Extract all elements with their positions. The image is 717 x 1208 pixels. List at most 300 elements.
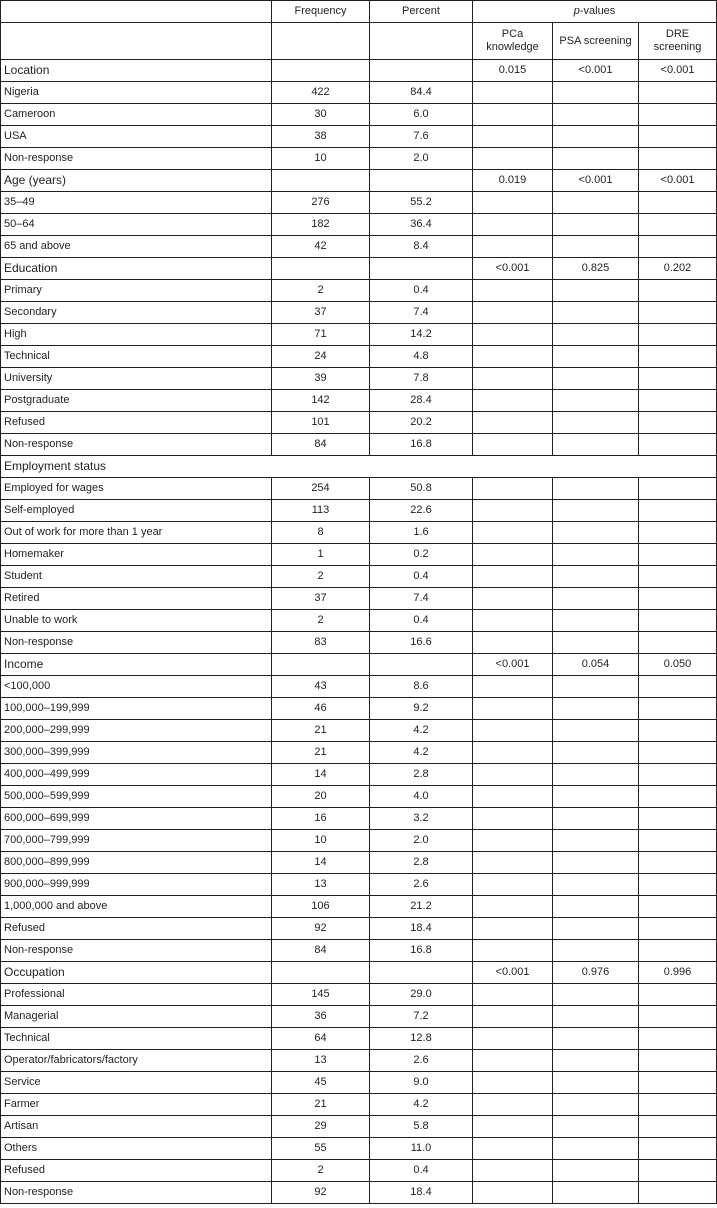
row-label: Retired	[1, 588, 272, 610]
row-frequency: 10	[272, 830, 370, 852]
row-frequency: 14	[272, 852, 370, 874]
row-p-psa-empty	[553, 720, 639, 742]
row-p-psa-empty	[553, 786, 639, 808]
row-percent: 5.8	[370, 1116, 473, 1138]
row-frequency: 84	[272, 434, 370, 456]
row-p-psa-empty	[553, 390, 639, 412]
section-label: Employment status	[1, 456, 717, 478]
table-row	[1, 940, 717, 962]
row-label: 300,000–399,999	[1, 742, 272, 764]
row-percent: 0.2	[370, 544, 473, 566]
row-frequency: 14	[272, 764, 370, 786]
row-frequency: 37	[272, 588, 370, 610]
table-row	[1, 412, 717, 434]
row-p-pca-empty	[473, 104, 553, 126]
row-label: 900,000–999,999	[1, 874, 272, 896]
row-p-pca-empty	[473, 1182, 553, 1204]
row-p-dre-empty	[639, 1028, 717, 1050]
row-p-psa-empty	[553, 214, 639, 236]
section-frequency-empty	[272, 170, 370, 192]
row-p-psa-empty	[553, 566, 639, 588]
table-row	[1, 104, 717, 126]
row-p-dre-empty	[639, 214, 717, 236]
row-percent: 2.6	[370, 1050, 473, 1072]
row-percent: 8.6	[370, 676, 473, 698]
row-frequency: 45	[272, 1072, 370, 1094]
table-row	[1, 148, 717, 170]
row-percent: 7.8	[370, 368, 473, 390]
row-p-pca-empty	[473, 588, 553, 610]
row-p-dre-empty	[639, 676, 717, 698]
row-label: Postgraduate	[1, 390, 272, 412]
row-p-dre-empty	[639, 390, 717, 412]
row-p-pca-empty	[473, 346, 553, 368]
row-frequency: 254	[272, 478, 370, 500]
row-percent: 7.6	[370, 126, 473, 148]
row-percent: 1.6	[370, 522, 473, 544]
row-frequency: 422	[272, 82, 370, 104]
row-p-dre-empty	[639, 478, 717, 500]
table-row	[1, 390, 717, 412]
table-row	[1, 698, 717, 720]
header-pca-knowledge: PCa knowledge	[473, 23, 553, 60]
row-percent: 18.4	[370, 918, 473, 940]
row-label: Secondary	[1, 302, 272, 324]
row-frequency: 24	[272, 346, 370, 368]
row-label: Unable to work	[1, 610, 272, 632]
row-frequency: 2	[272, 566, 370, 588]
table-row	[1, 830, 717, 852]
row-p-pca-empty	[473, 896, 553, 918]
row-p-psa-empty	[553, 918, 639, 940]
table-row	[1, 896, 717, 918]
row-p-pca-empty	[473, 324, 553, 346]
section-label: Income	[1, 654, 272, 676]
row-label: Professional	[1, 984, 272, 1006]
row-percent: 7.4	[370, 588, 473, 610]
row-p-dre-empty	[639, 698, 717, 720]
section-p-pca: <0.001	[473, 962, 553, 984]
row-p-psa-empty	[553, 698, 639, 720]
row-p-dre-empty	[639, 1138, 717, 1160]
table-row	[1, 918, 717, 940]
row-label: Refused	[1, 412, 272, 434]
row-p-pca-empty	[473, 610, 553, 632]
header-pvalues-suffix: -values	[579, 5, 616, 17]
row-p-psa-empty	[553, 940, 639, 962]
row-p-dre-empty	[639, 1182, 717, 1204]
table-row	[1, 434, 717, 456]
row-frequency: 92	[272, 1182, 370, 1204]
row-p-dre-empty	[639, 126, 717, 148]
row-p-psa-empty	[553, 192, 639, 214]
row-p-psa-empty	[553, 808, 639, 830]
table-row	[1, 324, 717, 346]
table-row	[1, 874, 717, 896]
row-p-pca-empty	[473, 302, 553, 324]
row-label: Operator/fabricators/factory	[1, 1050, 272, 1072]
section-p-pca: <0.001	[473, 654, 553, 676]
row-label: 100,000–199,999	[1, 698, 272, 720]
row-percent: 22.6	[370, 500, 473, 522]
row-percent: 4.0	[370, 786, 473, 808]
table-row	[1, 676, 717, 698]
row-p-psa-empty	[553, 610, 639, 632]
row-frequency: 84	[272, 940, 370, 962]
section-row	[1, 962, 717, 984]
row-p-dre-empty	[639, 720, 717, 742]
section-p-dre: 0.996	[639, 962, 717, 984]
row-p-pca-empty	[473, 940, 553, 962]
table-row	[1, 588, 717, 610]
row-label: 65 and above	[1, 236, 272, 258]
row-percent: 50.8	[370, 478, 473, 500]
row-p-pca-empty	[473, 522, 553, 544]
section-row	[1, 654, 717, 676]
row-p-psa-empty	[553, 148, 639, 170]
table-row	[1, 1182, 717, 1204]
row-p-psa-empty	[553, 500, 639, 522]
row-p-dre-empty	[639, 302, 717, 324]
row-label: <100,000	[1, 676, 272, 698]
row-frequency: 21	[272, 1094, 370, 1116]
section-p-pca: 0.015	[473, 60, 553, 82]
row-label: Service	[1, 1072, 272, 1094]
table-row	[1, 522, 717, 544]
row-p-dre-empty	[639, 566, 717, 588]
row-percent: 4.2	[370, 742, 473, 764]
row-frequency: 29	[272, 1116, 370, 1138]
row-frequency: 8	[272, 522, 370, 544]
row-p-pca-empty	[473, 1094, 553, 1116]
row-frequency: 83	[272, 632, 370, 654]
row-percent: 20.2	[370, 412, 473, 434]
row-p-dre-empty	[639, 1050, 717, 1072]
row-p-dre-empty	[639, 764, 717, 786]
row-p-psa-empty	[553, 742, 639, 764]
table-row	[1, 368, 717, 390]
section-percent-empty	[370, 60, 473, 82]
section-percent-empty	[370, 170, 473, 192]
row-p-pca-empty	[473, 852, 553, 874]
section-frequency-empty	[272, 258, 370, 280]
table-row	[1, 1006, 717, 1028]
row-frequency: 145	[272, 984, 370, 1006]
row-percent: 2.6	[370, 874, 473, 896]
row-p-dre-empty	[639, 852, 717, 874]
row-frequency: 10	[272, 148, 370, 170]
row-percent: 16.8	[370, 940, 473, 962]
row-percent: 9.2	[370, 698, 473, 720]
section-row	[1, 258, 717, 280]
row-percent: 4.8	[370, 346, 473, 368]
row-p-dre-empty	[639, 1072, 717, 1094]
table-row	[1, 1116, 717, 1138]
section-row	[1, 456, 717, 478]
row-p-pca-empty	[473, 368, 553, 390]
header-empty	[1, 1, 272, 23]
row-p-psa-empty	[553, 434, 639, 456]
row-label: 500,000–599,999	[1, 786, 272, 808]
row-p-dre-empty	[639, 984, 717, 1006]
row-percent: 2.8	[370, 852, 473, 874]
row-percent: 28.4	[370, 390, 473, 412]
table-row	[1, 544, 717, 566]
row-label: 600,000–699,999	[1, 808, 272, 830]
row-p-psa-empty	[553, 1138, 639, 1160]
row-frequency: 71	[272, 324, 370, 346]
row-label: 700,000–799,999	[1, 830, 272, 852]
row-p-pca-empty	[473, 764, 553, 786]
row-label: Non-response	[1, 1182, 272, 1204]
row-label: Refused	[1, 918, 272, 940]
row-p-pca-empty	[473, 786, 553, 808]
row-p-psa-empty	[553, 984, 639, 1006]
row-frequency: 101	[272, 412, 370, 434]
section-p-dre: 0.202	[639, 258, 717, 280]
row-p-pca-empty	[473, 742, 553, 764]
row-label: Self-employed	[1, 500, 272, 522]
row-p-pca-empty	[473, 412, 553, 434]
row-p-psa-empty	[553, 280, 639, 302]
row-frequency: 30	[272, 104, 370, 126]
row-frequency: 2	[272, 610, 370, 632]
table-row	[1, 346, 717, 368]
row-frequency: 16	[272, 808, 370, 830]
row-percent: 8.4	[370, 236, 473, 258]
row-p-dre-empty	[639, 1006, 717, 1028]
row-p-dre-empty	[639, 830, 717, 852]
row-p-psa-empty	[553, 632, 639, 654]
row-frequency: 2	[272, 280, 370, 302]
row-p-dre-empty	[639, 588, 717, 610]
row-percent: 4.2	[370, 720, 473, 742]
table-row	[1, 236, 717, 258]
row-label: 35–49	[1, 192, 272, 214]
row-percent: 29.0	[370, 984, 473, 1006]
row-frequency: 1	[272, 544, 370, 566]
row-label: High	[1, 324, 272, 346]
row-label: Managerial	[1, 1006, 272, 1028]
row-p-pca-empty	[473, 500, 553, 522]
row-p-dre-empty	[639, 104, 717, 126]
row-p-psa-empty	[553, 104, 639, 126]
row-frequency: 55	[272, 1138, 370, 1160]
section-p-dre: 0.050	[639, 654, 717, 676]
section-row	[1, 170, 717, 192]
table-row	[1, 764, 717, 786]
row-p-dre-empty	[639, 500, 717, 522]
row-p-dre-empty	[639, 1160, 717, 1182]
row-p-pca-empty	[473, 434, 553, 456]
section-row	[1, 60, 717, 82]
row-p-psa-empty	[553, 588, 639, 610]
row-p-dre-empty	[639, 742, 717, 764]
row-label: Employed for wages	[1, 478, 272, 500]
section-p-dre: <0.001	[639, 170, 717, 192]
section-p-psa: 0.976	[553, 962, 639, 984]
row-p-psa-empty	[553, 346, 639, 368]
row-p-pca-empty	[473, 808, 553, 830]
row-percent: 55.2	[370, 192, 473, 214]
table-row	[1, 852, 717, 874]
row-p-pca-empty	[473, 126, 553, 148]
row-frequency: 13	[272, 874, 370, 896]
row-percent: 21.2	[370, 896, 473, 918]
header-empty	[1, 23, 272, 60]
table-row	[1, 984, 717, 1006]
row-p-psa-empty	[553, 126, 639, 148]
row-percent: 14.2	[370, 324, 473, 346]
table-row	[1, 808, 717, 830]
row-p-pca-empty	[473, 1072, 553, 1094]
row-p-psa-empty	[553, 82, 639, 104]
row-p-pca-empty	[473, 280, 553, 302]
row-p-dre-empty	[639, 280, 717, 302]
row-p-pca-empty	[473, 720, 553, 742]
row-label: Others	[1, 1138, 272, 1160]
table-row	[1, 632, 717, 654]
table-row	[1, 742, 717, 764]
row-p-dre-empty	[639, 874, 717, 896]
row-frequency: 92	[272, 918, 370, 940]
row-p-pca-empty	[473, 148, 553, 170]
row-p-psa-empty	[553, 852, 639, 874]
section-percent-empty	[370, 654, 473, 676]
row-percent: 84.4	[370, 82, 473, 104]
row-p-dre-empty	[639, 1094, 717, 1116]
row-percent: 4.2	[370, 1094, 473, 1116]
row-label: 800,000–899,999	[1, 852, 272, 874]
header-empty	[272, 23, 370, 60]
row-p-pca-empty	[473, 984, 553, 1006]
row-label: 50–64	[1, 214, 272, 236]
row-label: 1,000,000 and above	[1, 896, 272, 918]
row-frequency: 37	[272, 302, 370, 324]
row-frequency: 42	[272, 236, 370, 258]
row-frequency: 64	[272, 1028, 370, 1050]
table-row	[1, 720, 717, 742]
row-p-pca-empty	[473, 632, 553, 654]
row-frequency: 21	[272, 742, 370, 764]
row-frequency: 113	[272, 500, 370, 522]
row-label: Cameroon	[1, 104, 272, 126]
table-row	[1, 610, 717, 632]
row-p-dre-empty	[639, 808, 717, 830]
table-row	[1, 500, 717, 522]
row-p-pca-empty	[473, 918, 553, 940]
row-p-pca-empty	[473, 192, 553, 214]
table-row	[1, 1050, 717, 1072]
table-row	[1, 1028, 717, 1050]
row-frequency: 38	[272, 126, 370, 148]
row-p-dre-empty	[639, 544, 717, 566]
table-row	[1, 1094, 717, 1116]
row-percent: 0.4	[370, 280, 473, 302]
row-percent: 7.4	[370, 302, 473, 324]
row-p-psa-empty	[553, 1182, 639, 1204]
row-p-psa-empty	[553, 874, 639, 896]
header-frequency: Frequency	[272, 1, 370, 23]
row-p-dre-empty	[639, 346, 717, 368]
row-p-psa-empty	[553, 676, 639, 698]
section-p-psa: 0.054	[553, 654, 639, 676]
row-frequency: 182	[272, 214, 370, 236]
row-p-pca-empty	[473, 874, 553, 896]
table-row	[1, 126, 717, 148]
row-frequency: 43	[272, 676, 370, 698]
section-p-psa: 0.825	[553, 258, 639, 280]
row-label: 200,000–299,999	[1, 720, 272, 742]
row-percent: 3.2	[370, 808, 473, 830]
row-frequency: 46	[272, 698, 370, 720]
row-label: Primary	[1, 280, 272, 302]
section-p-psa: <0.001	[553, 170, 639, 192]
row-p-pca-empty	[473, 236, 553, 258]
row-label: Non-response	[1, 632, 272, 654]
section-label: Age (years)	[1, 170, 272, 192]
section-frequency-empty	[272, 60, 370, 82]
row-frequency: 13	[272, 1050, 370, 1072]
row-label: Farmer	[1, 1094, 272, 1116]
row-p-dre-empty	[639, 786, 717, 808]
row-p-psa-empty	[553, 1006, 639, 1028]
section-frequency-empty	[272, 654, 370, 676]
row-p-psa-empty	[553, 830, 639, 852]
row-label: Nigeria	[1, 82, 272, 104]
section-label: Education	[1, 258, 272, 280]
table-row	[1, 302, 717, 324]
table-row	[1, 214, 717, 236]
row-p-dre-empty	[639, 918, 717, 940]
row-label: Out of work for more than 1 year	[1, 522, 272, 544]
header-psa-screening: PSA screening	[553, 23, 639, 60]
section-p-pca: <0.001	[473, 258, 553, 280]
row-p-psa-empty	[553, 324, 639, 346]
row-p-psa-empty	[553, 764, 639, 786]
row-label: Homemaker	[1, 544, 272, 566]
row-label: Refused	[1, 1160, 272, 1182]
row-p-psa-empty	[553, 1050, 639, 1072]
row-percent: 11.0	[370, 1138, 473, 1160]
header-row-1	[1, 1, 717, 23]
row-frequency: 142	[272, 390, 370, 412]
row-p-dre-empty	[639, 896, 717, 918]
row-p-dre-empty	[639, 412, 717, 434]
row-percent: 16.6	[370, 632, 473, 654]
table-body	[1, 60, 717, 1204]
row-p-pca-empty	[473, 566, 553, 588]
row-percent: 2.8	[370, 764, 473, 786]
table-row	[1, 1160, 717, 1182]
row-p-psa-empty	[553, 1072, 639, 1094]
row-p-psa-empty	[553, 478, 639, 500]
header-row-2	[1, 23, 717, 60]
row-frequency: 21	[272, 720, 370, 742]
row-p-psa-empty	[553, 1094, 639, 1116]
table-row	[1, 786, 717, 808]
section-label: Location	[1, 60, 272, 82]
row-label: 400,000–499,999	[1, 764, 272, 786]
row-percent: 0.4	[370, 1160, 473, 1182]
section-label: Occupation	[1, 962, 272, 984]
row-p-psa-empty	[553, 522, 639, 544]
row-p-pca-empty	[473, 544, 553, 566]
row-p-dre-empty	[639, 632, 717, 654]
row-percent: 9.0	[370, 1072, 473, 1094]
header-percent: Percent	[370, 1, 473, 23]
row-p-dre-empty	[639, 940, 717, 962]
